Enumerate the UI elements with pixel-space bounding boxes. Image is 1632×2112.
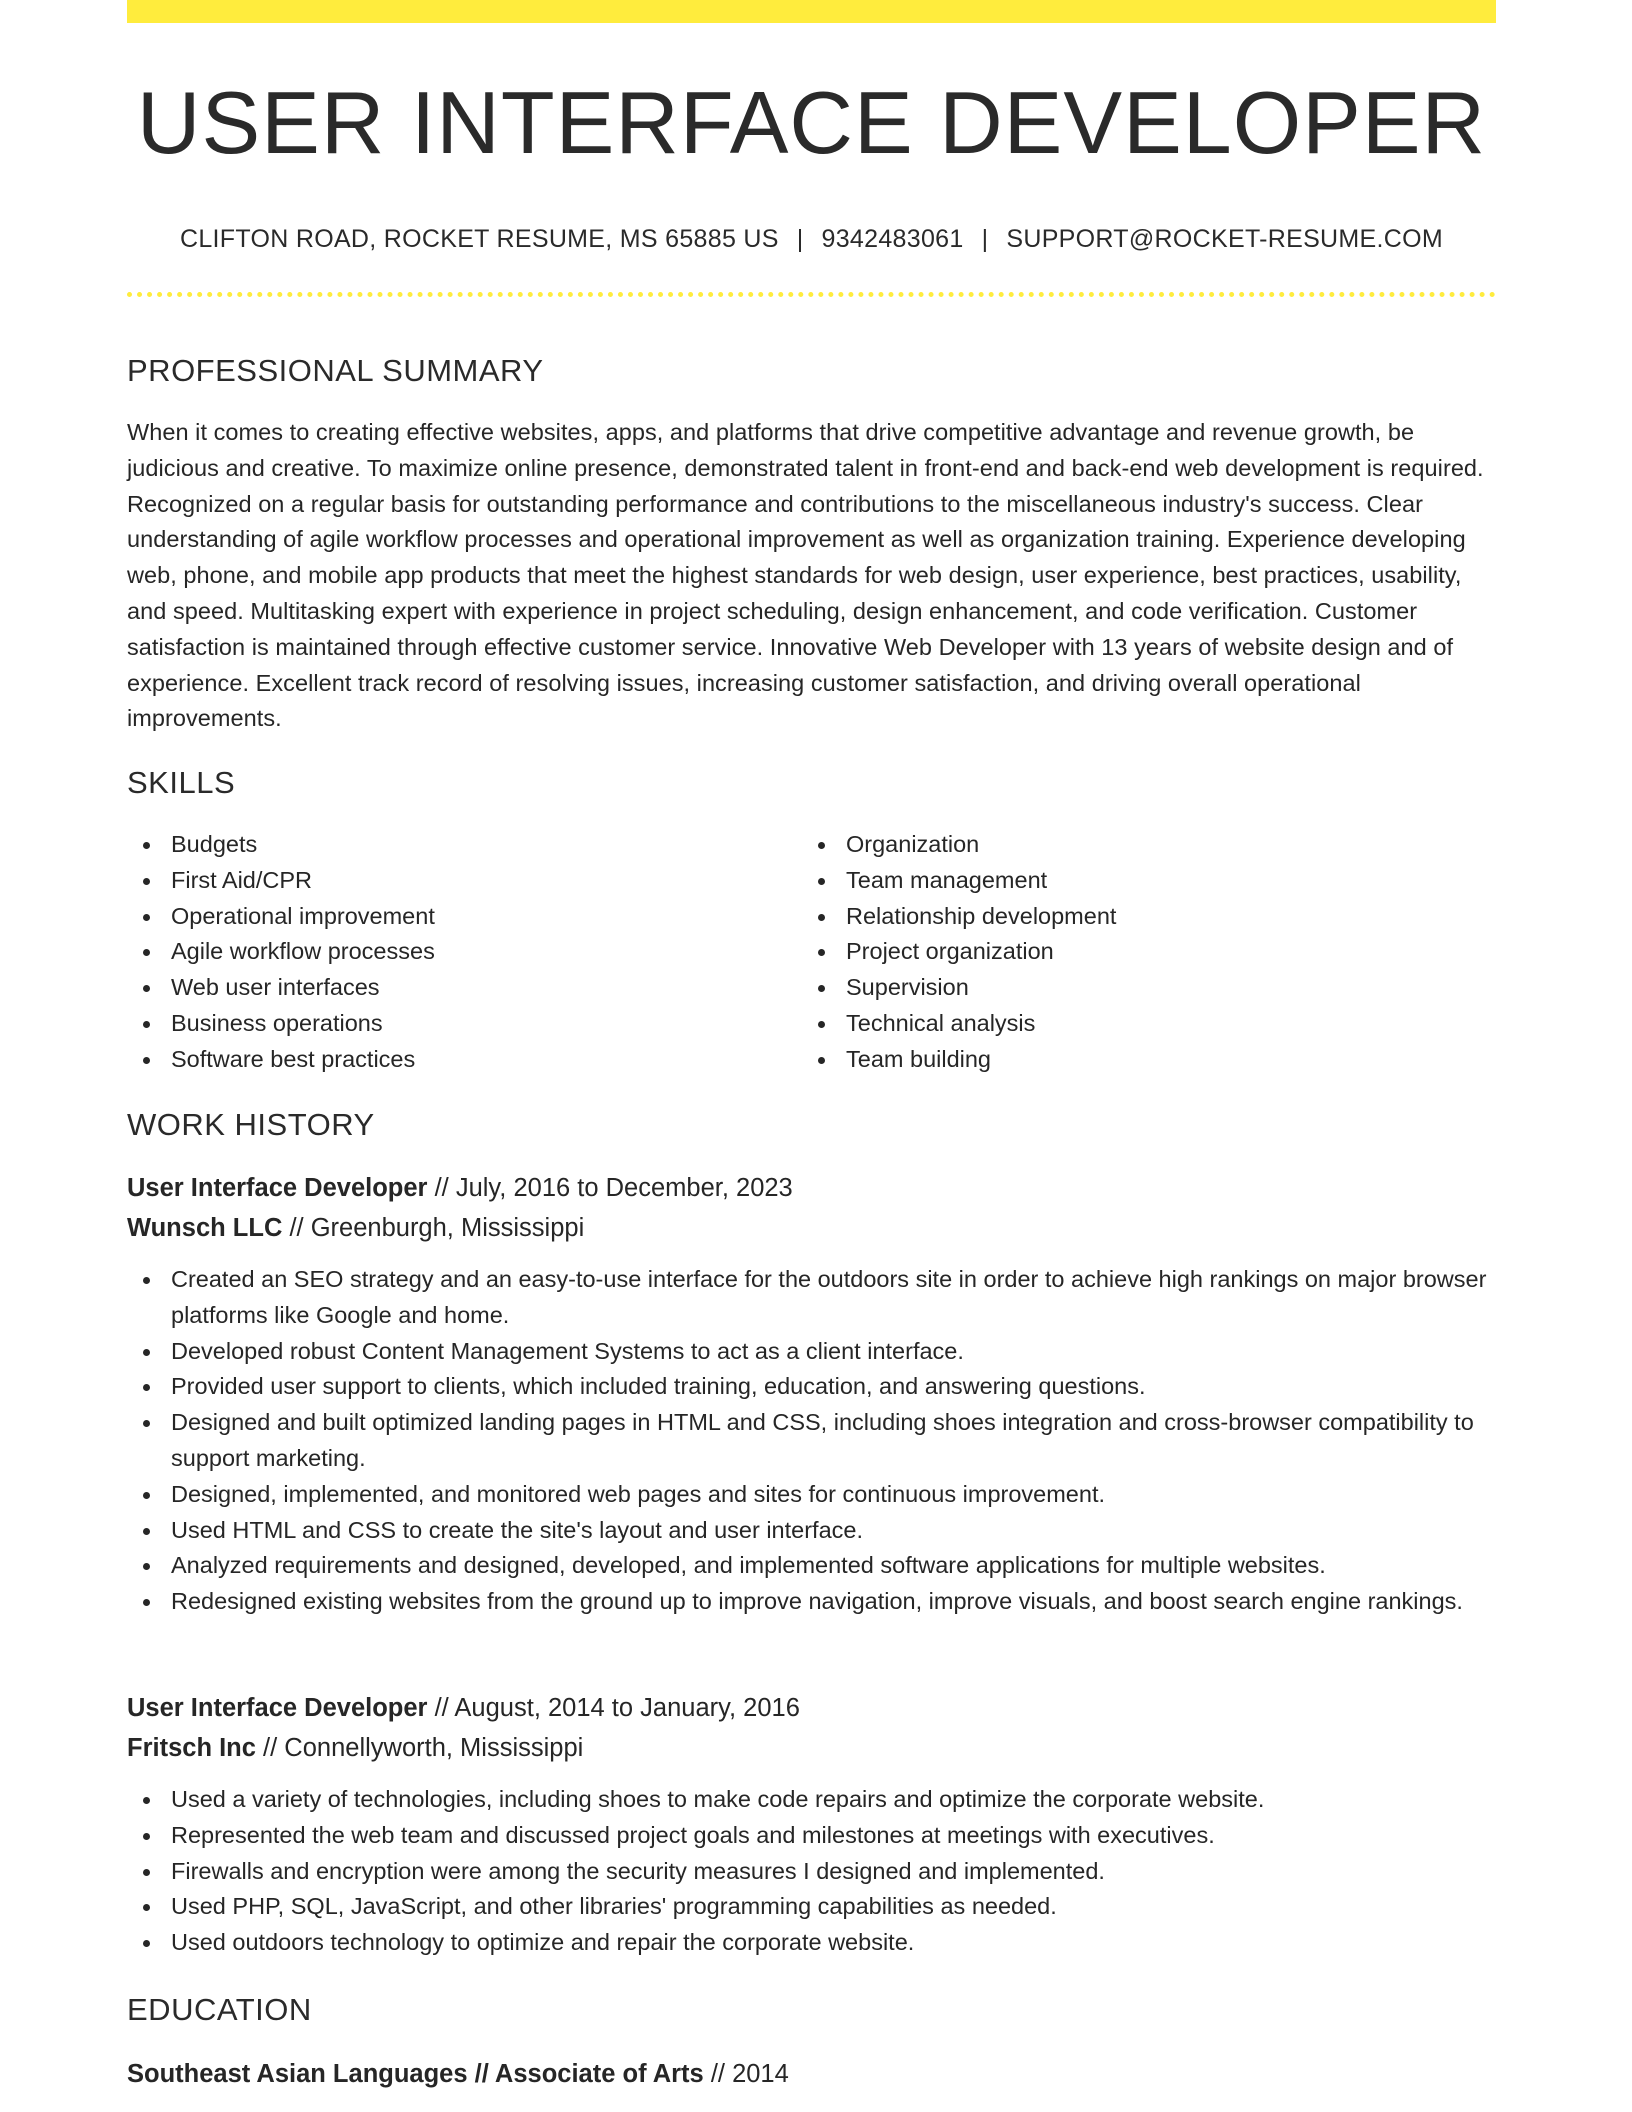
skill-item: Relationship development <box>802 899 1477 935</box>
resume-name: USER INTERFACE DEVELOPER <box>136 73 1487 172</box>
contact-phone[interactable]: 9342483061 <box>821 225 964 253</box>
job-bullet: Used a variety of technologies, including shoes to make code repairs and optimize the corporate website. <box>127 1782 1496 1818</box>
skill-item: Software best practices <box>127 1042 802 1078</box>
contact-email[interactable]: SUPPORT@ROCKET-RESUME.COM <box>1006 225 1443 253</box>
skill-item: Supervision <box>802 970 1477 1006</box>
job-dates: // August, 2014 to January, 2016 <box>434 1694 800 1722</box>
contact-address: CLIFTON ROAD, ROCKET RESUME, MS 65885 US <box>180 225 779 253</box>
job-title-line <box>127 1688 1496 1728</box>
job-bullet: Provided user support to clients, which included training, education, and answering questions. <box>127 1369 1496 1405</box>
skill-item: Team building <box>802 1042 1477 1078</box>
job-bullet: Designed and built optimized landing pages in HTML and CSS, including shoes integration and cross-browser compatibility to support marketing. <box>127 1405 1496 1477</box>
job-bullet: Used HTML and CSS to create the site's layout and user interface. <box>127 1513 1496 1549</box>
skill-item: Technical analysis <box>802 1006 1477 1042</box>
summary-section <box>127 353 1496 737</box>
education-heading: EDUCATION <box>127 1992 312 2027</box>
skills-columns <box>127 827 1496 1078</box>
job-entry <box>127 1688 1496 1961</box>
summary-text: When it comes to creating effective websites, apps, and platforms that drive competitive advantage and revenue growth, be judicious and creative. To maximize online presence, demonstrated talent in front-end and back-end web development is required. Recognized on a regular basis for outstanding performance and contributions to the miscellaneous industry's success. Clear understanding of agile workflow processes and operational improvement as well as organization training. Experience developing web, phone, and mobile app products that meet the highest standards for web design, user experience, best practices, usability, and speed. Multitasking expert with experience in project scheduling, design enhancement, and code verification. Customer satisfaction is maintained through effective customer service. Innovative Web Developer with 13 years of website design and of experience. Excellent track record of resolving issues, increasing customer satisfaction, and driving overall operational improvements. <box>127 419 1484 732</box>
contact-separator: | <box>981 225 989 253</box>
job-bullet: Developed robust Content Management Systems to act as a client interface. <box>127 1334 1496 1370</box>
job-dates: // July, 2016 to December, 2023 <box>434 1174 793 1202</box>
skill-item: Organization <box>802 827 1477 863</box>
skills-list-left <box>127 827 802 1078</box>
job-bullets <box>127 1782 1496 1961</box>
skills-list-right <box>802 827 1477 1078</box>
job-title: User Interface Developer <box>127 1694 428 1722</box>
job-company: Fritsch Inc <box>127 1734 256 1762</box>
skill-item: Budgets <box>127 827 802 863</box>
contact-separator: | <box>796 225 804 253</box>
resume-page <box>127 0 1496 2088</box>
summary-heading: PROFESSIONAL SUMMARY <box>127 353 544 388</box>
skill-item: Project organization <box>802 934 1477 970</box>
education-section <box>127 1992 1496 2094</box>
job-company-line <box>127 1728 1496 1768</box>
education-degree: Southeast Asian Languages // Associate of Arts <box>127 2060 704 2088</box>
education-year: // 2014 <box>710 2060 789 2088</box>
job-title: User Interface Developer <box>127 1174 428 1202</box>
work-history-section <box>127 1107 1496 1143</box>
work-history-heading: WORK HISTORY <box>127 1107 375 1142</box>
dotted-divider <box>127 292 1496 297</box>
contact-line <box>127 225 1496 254</box>
education-entry <box>127 2054 1496 2094</box>
job-title-line <box>127 1168 1496 1208</box>
job-bullet: Designed, implemented, and monitored web pages and sites for continuous improvement. <box>127 1477 1496 1513</box>
job-bullet: Used PHP, SQL, JavaScript, and other libraries' programming capabilities as needed. <box>127 1889 1496 1925</box>
job-company: Wunsch LLC <box>127 1214 283 1242</box>
job-company-line <box>127 1208 1496 1248</box>
skill-item: Operational improvement <box>127 899 802 935</box>
skill-item: Team management <box>802 863 1477 899</box>
skills-heading: SKILLS <box>127 765 236 800</box>
skill-item: Agile workflow processes <box>127 934 802 970</box>
job-location: // Connellyworth, Mississippi <box>263 1734 584 1762</box>
job-location: // Greenburgh, Mississippi <box>289 1214 585 1242</box>
job-bullet: Redesigned existing websites from the ground up to improve navigation, improve visuals, and boost search engine rankings. <box>127 1584 1496 1620</box>
job-bullet: Firewalls and encryption were among the security measures I designed and implemented. <box>127 1854 1496 1890</box>
job-bullet: Used outdoors technology to optimize and repair the corporate website. <box>127 1925 1496 1961</box>
job-bullet: Represented the web team and discussed project goals and milestones at meetings with executives. <box>127 1818 1496 1854</box>
skill-item: First Aid/CPR <box>127 863 802 899</box>
job-bullets <box>127 1262 1496 1620</box>
skill-item: Web user interfaces <box>127 970 802 1006</box>
job-entry <box>127 1168 1496 1620</box>
skill-item: Business operations <box>127 1006 802 1042</box>
skills-section <box>127 765 1496 1078</box>
job-bullet: Analyzed requirements and designed, developed, and implemented software applications for multiple websites. <box>127 1548 1496 1584</box>
accent-bar <box>127 0 1496 23</box>
job-bullet: Created an SEO strategy and an easy-to-use interface for the outdoors site in order to achieve high rankings on major browser platforms like Google and home. <box>127 1262 1496 1334</box>
